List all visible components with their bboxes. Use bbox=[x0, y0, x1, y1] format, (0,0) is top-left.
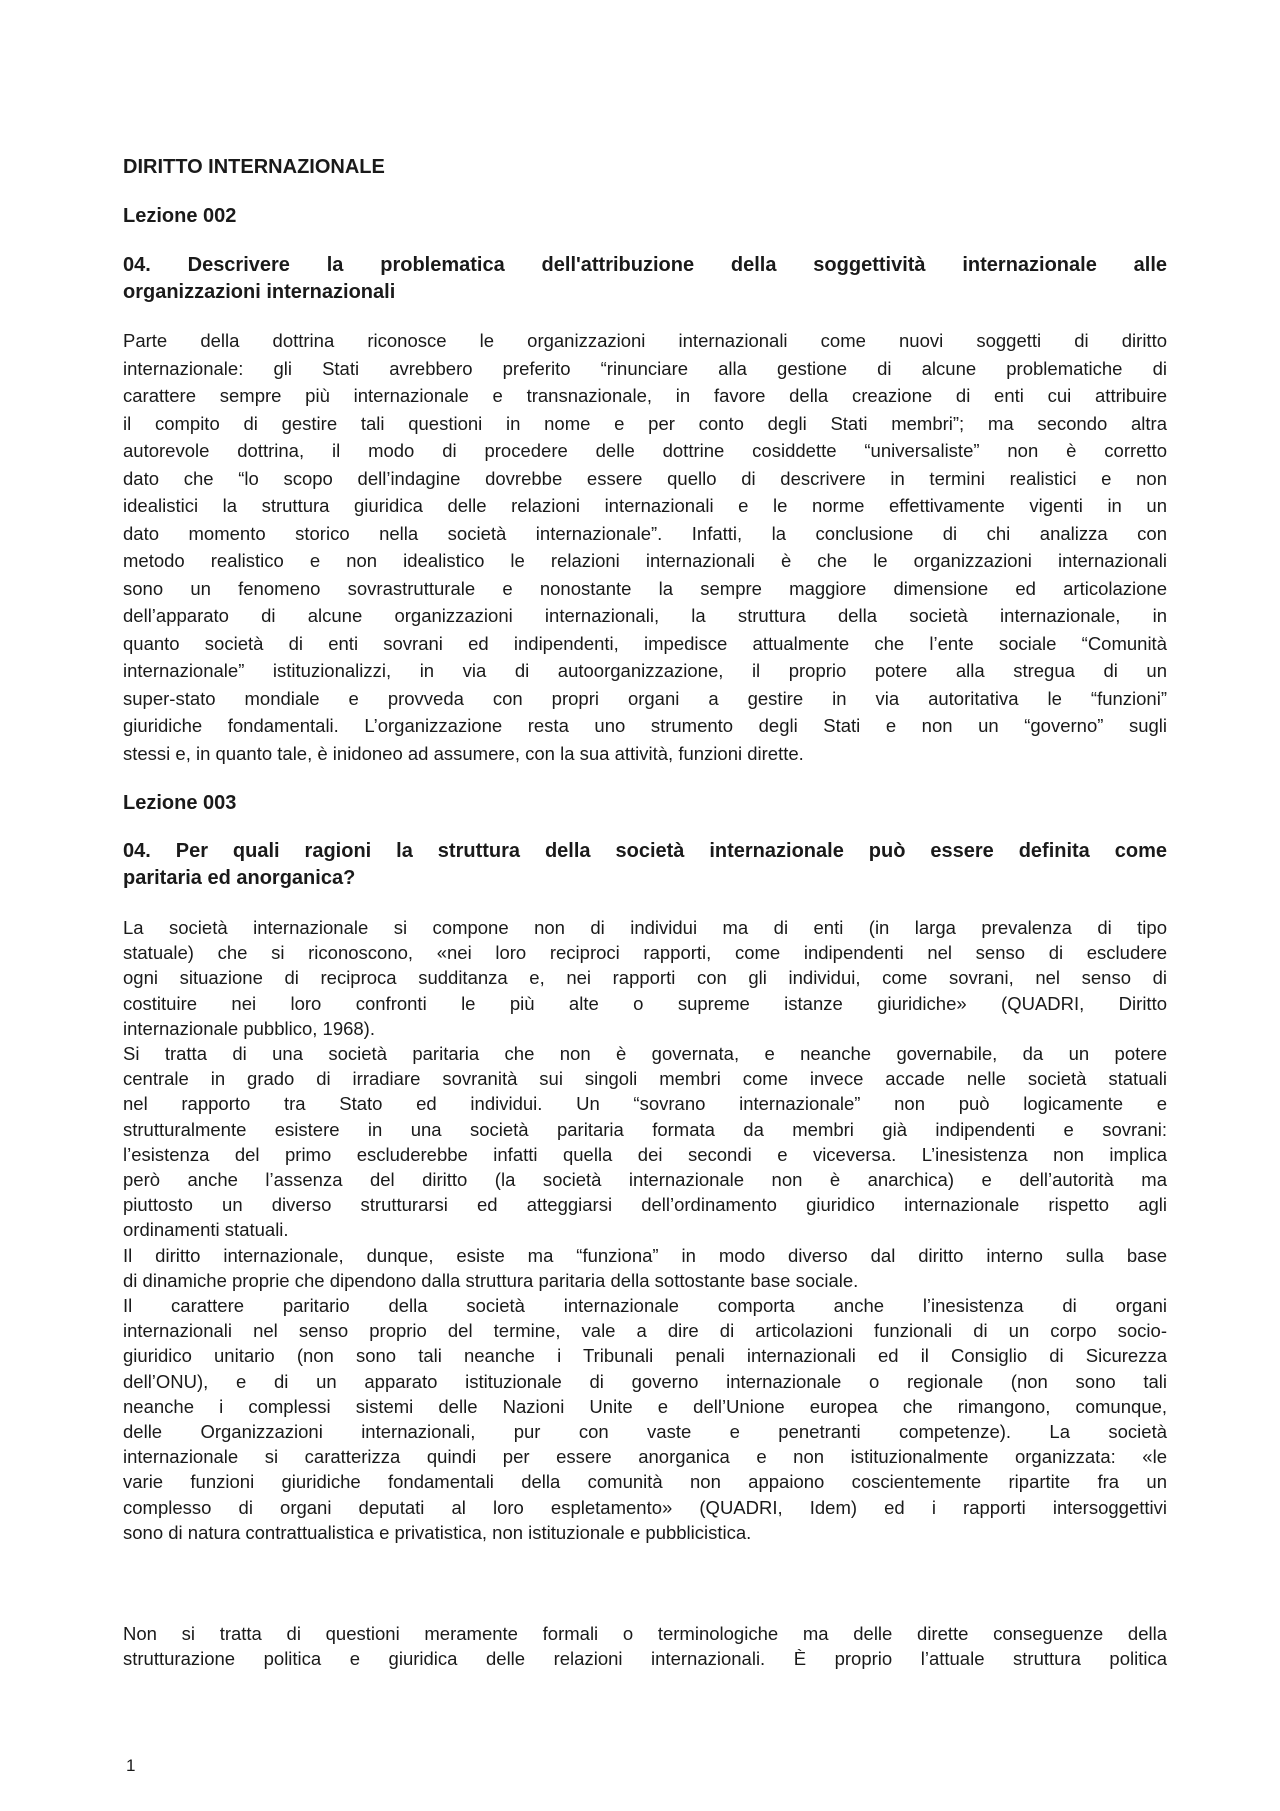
text-line: sono un fenomeno sovrastrutturale e nonostante la sempre maggiore dimensione ed articolazione bbox=[123, 577, 1167, 599]
text-line: nel rapporto tra Stato ed individui. Un “sovrano internazionale” non può logicamente e bbox=[123, 1093, 1167, 1115]
document-title: DIRITTO INTERNAZIONALE bbox=[123, 156, 385, 178]
text-line: però anche l’assenza del diritto (la società internazionale non è anarchica) e dell’autorità ma bbox=[123, 1169, 1167, 1191]
paragraph bbox=[123, 915, 1167, 1041]
paragraph bbox=[123, 1243, 1167, 1293]
text-line: stessi e, in quanto tale, è inidoneo ad assumere, con la sua attività, funzioni dirette. bbox=[123, 742, 804, 764]
text-line: strutturalmente esistere in una società paritaria formata da membri già indipendenti e sovrani: bbox=[123, 1118, 1167, 1140]
text-line: neanche i complessi sistemi delle Nazioni Unite e dell’Unione europea che rimangono, comunque, bbox=[123, 1395, 1167, 1417]
lesson-heading: Lezione 003 bbox=[123, 792, 237, 814]
text-line: internazionale si caratterizza quindi per essere anorganica e non istituzionalmente organizzata: «le bbox=[123, 1446, 1167, 1468]
paragraph bbox=[123, 1621, 1167, 1671]
text-line: sono di natura contrattualistica e privatistica, non istituzionale e pubblicistica. bbox=[123, 1521, 752, 1543]
text-line: giuridico unitario (non sono tali neanche i Tribunali penali internazionali ed il Consiglio di Sicurezza bbox=[123, 1345, 1167, 1367]
text-line: autorevole dottrina, il modo di procedere delle dottrine cosiddette “universaliste” non è corretto bbox=[123, 440, 1167, 461]
text-line: idealistici la struttura giuridica delle relazioni internazionali e le norme effettivamente vigenti in un bbox=[123, 495, 1167, 516]
question-heading bbox=[123, 838, 1167, 892]
paragraph-group bbox=[123, 915, 1167, 1545]
question-heading bbox=[123, 252, 1167, 306]
text-line: dell’apparato di alcune organizzazioni internazionali, la struttura della società internazionale, in bbox=[123, 605, 1167, 626]
text-line: strutturazione politica e giuridica delle relazioni internazionali. È proprio l’attuale struttura politica bbox=[123, 1648, 1167, 1670]
text-line: l’esistenza del primo escluderebbe infatti quella dei secondi e viceversa. L’inesistenza non implica bbox=[123, 1143, 1167, 1165]
page-number: 1 bbox=[126, 1756, 136, 1775]
paragraph bbox=[123, 327, 1167, 767]
question-line: paritaria ed anorganica? bbox=[123, 867, 356, 889]
paragraph bbox=[123, 1293, 1167, 1545]
text-line: La società internazionale si compone non di individui ma di enti (in larga prevalenza di tipo bbox=[123, 917, 1167, 938]
paragraph bbox=[123, 1041, 1167, 1243]
text-line: di dinamiche proprie che dipendono dalla struttura paritaria della sottostante base sociale. bbox=[123, 1269, 859, 1291]
question-line: 04. Per quali ragioni la struttura della società internazionale può essere definita come bbox=[123, 840, 1167, 862]
text-line: ogni situazione di reciproca sudditanza e, nei rapporti con gli individui, come sovrani, nel senso di bbox=[123, 967, 1167, 989]
text-line: varie funzioni giuridiche fondamentali della comunità non appaiono coscientemente ripartite fra un bbox=[123, 1471, 1167, 1493]
text-line: internazionale pubblico, 1968). bbox=[123, 1017, 375, 1039]
text-line: piuttosto un diverso strutturarsi ed atteggiarsi dell’ordinamento giuridico internazionale rispetto agli bbox=[123, 1194, 1167, 1216]
text-line: Il carattere paritario della società internazionale comporta anche l’inesistenza di organi bbox=[123, 1295, 1167, 1317]
text-line: metodo realistico e non idealistico le relazioni internazionali è che le organizzazioni internazionali bbox=[123, 550, 1167, 571]
text-line: Si tratta di una società paritaria che non è governata, e neanche governabile, da un potere bbox=[123, 1043, 1167, 1065]
text-line: Il diritto internazionale, dunque, esiste ma “funziona” in modo diverso dal diritto interno sulla base bbox=[123, 1244, 1167, 1266]
text-line: carattere sempre più internazionale e transnazionale, in favore della creazione di enti cui attribuire bbox=[123, 385, 1167, 406]
text-line: ordinamenti statuali. bbox=[123, 1219, 289, 1241]
text-line: statuale) che si riconoscono, «nei loro reciproci rapporti, come indipendenti nel senso di escludere bbox=[123, 942, 1167, 964]
text-line: giuridiche fondamentali. L’organizzazione resta uno strumento degli Stati e non un “governo” sugli bbox=[123, 715, 1167, 736]
text-line: il compito di gestire tali questioni in nome e per conto degli Stati membri”; ma secondo altra bbox=[123, 412, 1167, 434]
text-line: costituire nei loro confronti le più alte o supreme istanze giuridiche» (QUADRI, Diritto bbox=[123, 992, 1167, 1014]
question-line: organizzazioni internazionali bbox=[123, 281, 396, 303]
text-line: internazionale: gli Stati avrebbero preferito “rinunciare alla gestione di alcune problematiche di bbox=[123, 357, 1167, 379]
text-line: Parte della dottrina riconosce le organizzazioni internazionali come nuovi soggetti di diritto bbox=[123, 330, 1167, 351]
text-line: internazionale” istituzionalizzi, in via di autoorganizzazione, il proprio potere alla stregua di un bbox=[123, 660, 1167, 681]
text-line: quanto società di enti sovrani ed indipendenti, impedisce attualmente che l’ente sociale “Comunità bbox=[123, 632, 1167, 654]
text-line: complesso di organi deputati al loro espletamento» (QUADRI, Idem) ed i rapporti intersoggettivi bbox=[123, 1496, 1167, 1518]
paragraph bbox=[123, 327, 1167, 767]
text-line: dell’ONU), e di un apparato istituzionale di governo internazionale o regionale (non sono tali bbox=[123, 1370, 1167, 1392]
lesson-heading: Lezione 002 bbox=[123, 205, 237, 227]
text-line: dato che “lo scopo dell’indagine dovrebbe essere quello di descrivere in termini realistici e non bbox=[123, 467, 1167, 489]
text-line: dato momento storico nella società internazionale”. Infatti, la conclusione di chi analizza con bbox=[123, 522, 1167, 544]
text-line: centrale in grado di irradiare sovranità sui singoli membri come invece accade nelle società statuali bbox=[123, 1068, 1167, 1090]
text-line: delle Organizzazioni internazionali, pur con vaste e penetranti competenze). La società bbox=[123, 1421, 1167, 1443]
text-line: Non si tratta di questioni meramente formali o terminologiche ma delle dirette conseguenze della bbox=[123, 1623, 1167, 1644]
paragraph bbox=[123, 1621, 1167, 1671]
question-line: 04. Descrivere la problematica dell'attribuzione della soggettività internazionale alle bbox=[123, 254, 1167, 276]
text-line: internazionali nel senso proprio del termine, vale a dire di articolazioni funzionali di un corpo socio- bbox=[123, 1320, 1167, 1342]
text-line: super-stato mondiale e provveda con propri organi a gestire in via autoritativa le “funzioni” bbox=[123, 687, 1167, 709]
